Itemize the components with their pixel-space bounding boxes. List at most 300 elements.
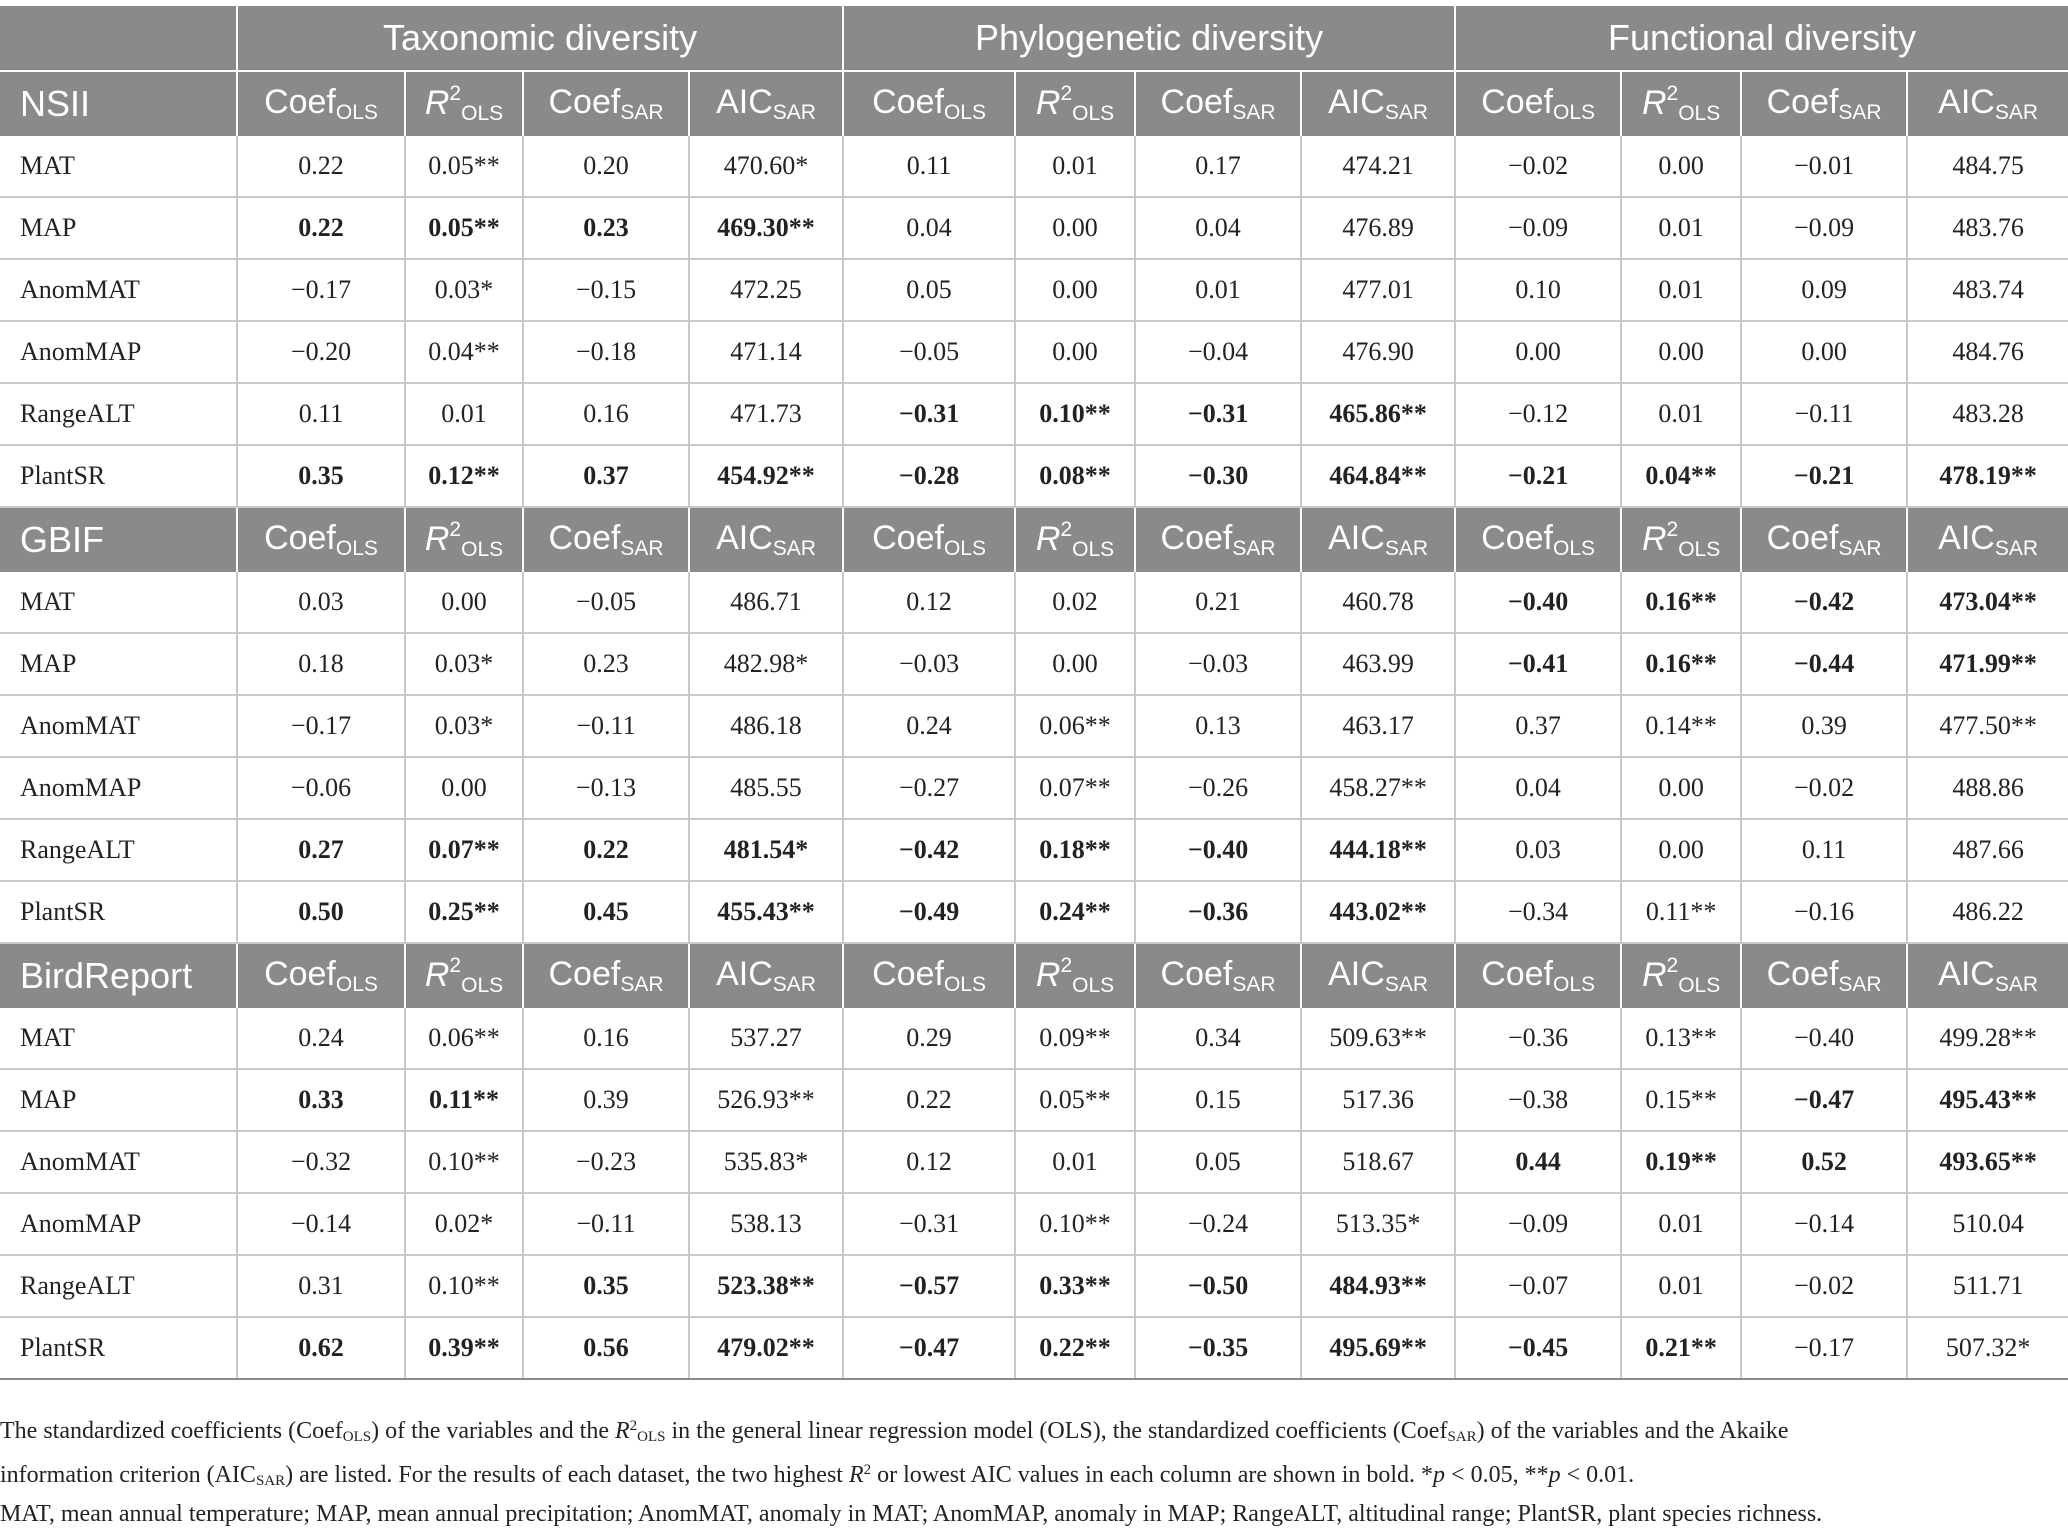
table-cell: 523.38** bbox=[689, 1255, 843, 1317]
table-cell: 0.37 bbox=[1455, 695, 1621, 757]
table-cell: 469.30** bbox=[689, 197, 843, 259]
table-cell: 455.43** bbox=[689, 881, 843, 943]
table-cell: 0.17 bbox=[1135, 136, 1301, 197]
table-cell: 0.16** bbox=[1621, 633, 1741, 695]
table-cell: −0.02 bbox=[1741, 757, 1907, 819]
table-cell: 473.04** bbox=[1907, 572, 2068, 633]
table-row bbox=[0, 819, 2068, 881]
table-cell: 0.29 bbox=[843, 1008, 1015, 1069]
table-cell: 0.05** bbox=[405, 197, 523, 259]
table-cell: 0.12 bbox=[843, 1131, 1015, 1193]
table-cell: 0.01 bbox=[1621, 197, 1741, 259]
column-header-r-ols: $R^2_{OLS}$ bbox=[1621, 507, 1741, 572]
table-cell: 481.54* bbox=[689, 819, 843, 881]
table-cell: 458.27** bbox=[1301, 757, 1455, 819]
column-header-coef-sar: Coef$_{SAR}$ bbox=[523, 507, 689, 572]
row-label: AnomMAP bbox=[0, 757, 237, 819]
table-cell: −0.11 bbox=[523, 1193, 689, 1255]
table-cell: 513.35* bbox=[1301, 1193, 1455, 1255]
table-cell: −0.17 bbox=[1741, 1317, 1907, 1379]
table-row bbox=[0, 445, 2068, 507]
table-cell: 0.06** bbox=[1015, 695, 1135, 757]
table-cell: −0.14 bbox=[1741, 1193, 1907, 1255]
table-cell: 507.32* bbox=[1907, 1317, 2068, 1379]
table-cell: 0.00 bbox=[1015, 259, 1135, 321]
column-header-aic-sar: $AIC_{SAR}$ bbox=[689, 507, 843, 572]
table-cell: 0.00 bbox=[1015, 321, 1135, 383]
table-cell: −0.40 bbox=[1135, 819, 1301, 881]
column-header-r-ols: $R^2_{OLS}$ bbox=[1621, 943, 1741, 1008]
table-cell: 0.00 bbox=[1621, 757, 1741, 819]
table-cell: −0.09 bbox=[1455, 1193, 1621, 1255]
row-label: PlantSR bbox=[0, 1317, 237, 1379]
group-taxonomic: Taxonomic diversity bbox=[237, 6, 843, 71]
column-header-aic-sar: $AIC_{SAR}$ bbox=[1301, 507, 1455, 572]
table-cell: −0.09 bbox=[1741, 197, 1907, 259]
table-cell: −0.03 bbox=[843, 633, 1015, 695]
table-cell: 0.24 bbox=[237, 1008, 405, 1069]
table-cell: 0.19** bbox=[1621, 1131, 1741, 1193]
table-cell: 538.13 bbox=[689, 1193, 843, 1255]
table-cell: 0.27 bbox=[237, 819, 405, 881]
table-cell: 0.12** bbox=[405, 445, 523, 507]
table-cell: −0.42 bbox=[843, 819, 1015, 881]
table-cell: 0.13** bbox=[1621, 1008, 1741, 1069]
table-cell: 486.18 bbox=[689, 695, 843, 757]
table-cell: 0.24 bbox=[843, 695, 1015, 757]
row-label: AnomMAP bbox=[0, 321, 237, 383]
table-cell: 0.07** bbox=[1015, 757, 1135, 819]
table-cell: 0.50 bbox=[237, 881, 405, 943]
table-cell: 471.73 bbox=[689, 383, 843, 445]
table-cell: −0.06 bbox=[237, 757, 405, 819]
table-cell: 0.22** bbox=[1015, 1317, 1135, 1379]
table-row bbox=[0, 136, 2068, 197]
table-row bbox=[0, 633, 2068, 695]
table-cell: 0.25** bbox=[405, 881, 523, 943]
table-cell: 0.01 bbox=[1015, 136, 1135, 197]
table-cell: 535.83* bbox=[689, 1131, 843, 1193]
table-cell: 0.04** bbox=[405, 321, 523, 383]
table-cell: 444.18** bbox=[1301, 819, 1455, 881]
table-cell: 0.09** bbox=[1015, 1008, 1135, 1069]
table-body bbox=[0, 71, 2068, 1379]
column-header-aic-sar: $AIC_{SAR}$ bbox=[1907, 507, 2068, 572]
row-label: PlantSR bbox=[0, 881, 237, 943]
table-cell: −0.30 bbox=[1135, 445, 1301, 507]
table-cell: 0.00 bbox=[405, 757, 523, 819]
table-cell: 0.10** bbox=[1015, 383, 1135, 445]
table-cell: 479.02** bbox=[689, 1317, 843, 1379]
table-cell: 486.22 bbox=[1907, 881, 2068, 943]
column-header-coef-sar: Coef$_{SAR}$ bbox=[1741, 507, 1907, 572]
table-cell: 0.01 bbox=[1621, 259, 1741, 321]
table-cell: 487.66 bbox=[1907, 819, 2068, 881]
row-label: AnomMAP bbox=[0, 1193, 237, 1255]
row-label: AnomMAT bbox=[0, 259, 237, 321]
column-header-coef-sar: Coef$_{SAR}$ bbox=[1135, 71, 1301, 136]
table-cell: 488.86 bbox=[1907, 757, 2068, 819]
table-cell: 476.89 bbox=[1301, 197, 1455, 259]
column-header-coef-sar: Coef$_{SAR}$ bbox=[1135, 943, 1301, 1008]
table-cell: 0.01 bbox=[1621, 1255, 1741, 1317]
table-cell: 0.16** bbox=[1621, 572, 1741, 633]
table-footnote bbox=[0, 1410, 2068, 1531]
table-cell: 0.00 bbox=[1621, 136, 1741, 197]
results-table bbox=[0, 6, 2068, 1380]
table-cell: −0.57 bbox=[843, 1255, 1015, 1317]
table-cell: −0.31 bbox=[1135, 383, 1301, 445]
column-header-coef-sar: Coef$_{SAR}$ bbox=[523, 943, 689, 1008]
column-header-aic-sar: $AIC_{SAR}$ bbox=[1907, 943, 2068, 1008]
column-header-aic-sar: $AIC_{SAR}$ bbox=[1301, 943, 1455, 1008]
table-cell: 483.74 bbox=[1907, 259, 2068, 321]
row-label: MAP bbox=[0, 197, 237, 259]
table-cell: −0.15 bbox=[523, 259, 689, 321]
table-cell: 0.00 bbox=[405, 572, 523, 633]
table-cell: 472.25 bbox=[689, 259, 843, 321]
table-cell: 0.24** bbox=[1015, 881, 1135, 943]
table-cell: 0.01 bbox=[1621, 1193, 1741, 1255]
section-header-row bbox=[0, 507, 2068, 572]
table-cell: −0.16 bbox=[1741, 881, 1907, 943]
table-cell: 0.52 bbox=[1741, 1131, 1907, 1193]
table-cell: 0.21** bbox=[1621, 1317, 1741, 1379]
table-cell: −0.11 bbox=[523, 695, 689, 757]
row-label: RangeALT bbox=[0, 383, 237, 445]
table-cell: 0.14** bbox=[1621, 695, 1741, 757]
table-cell: 476.90 bbox=[1301, 321, 1455, 383]
table-row bbox=[0, 572, 2068, 633]
table-cell: 0.11 bbox=[237, 383, 405, 445]
table-cell: 482.98* bbox=[689, 633, 843, 695]
row-label: MAT bbox=[0, 1008, 237, 1069]
row-label: PlantSR bbox=[0, 445, 237, 507]
table-cell: 470.60* bbox=[689, 136, 843, 197]
column-header-r-ols: $R^2_{OLS}$ bbox=[1015, 71, 1135, 136]
table-cell: −0.26 bbox=[1135, 757, 1301, 819]
column-header-coef-ols: Coef$_{OLS}$ bbox=[237, 943, 405, 1008]
column-header-coef-ols: Coef$_{OLS}$ bbox=[1455, 507, 1621, 572]
table-cell: 0.00 bbox=[1741, 321, 1907, 383]
table-cell: 0.39 bbox=[523, 1069, 689, 1131]
table-cell: −0.02 bbox=[1455, 136, 1621, 197]
table-cell: 0.05** bbox=[405, 136, 523, 197]
table-cell: 0.05 bbox=[843, 259, 1015, 321]
table-cell: −0.34 bbox=[1455, 881, 1621, 943]
table-cell: −0.21 bbox=[1455, 445, 1621, 507]
column-header-coef-sar: Coef$_{SAR}$ bbox=[523, 71, 689, 136]
table-cell: 0.05** bbox=[1015, 1069, 1135, 1131]
row-label: AnomMAT bbox=[0, 1131, 237, 1193]
column-header-coef-ols: Coef$_{OLS}$ bbox=[843, 507, 1015, 572]
table-row bbox=[0, 259, 2068, 321]
table-cell: 511.71 bbox=[1907, 1255, 2068, 1317]
table-cell: 0.03* bbox=[405, 695, 523, 757]
table-cell: 537.27 bbox=[689, 1008, 843, 1069]
table-cell: 0.03 bbox=[237, 572, 405, 633]
table-cell: 0.23 bbox=[523, 197, 689, 259]
table-cell: −0.23 bbox=[523, 1131, 689, 1193]
table-cell: 0.10** bbox=[1015, 1193, 1135, 1255]
group-header-row bbox=[0, 6, 2068, 71]
table-cell: 486.71 bbox=[689, 572, 843, 633]
group-functional: Functional diversity bbox=[1455, 6, 2068, 71]
column-header-r-ols: $R^2_{OLS}$ bbox=[405, 507, 523, 572]
table-cell: 0.21 bbox=[1135, 572, 1301, 633]
table-cell: 0.33 bbox=[237, 1069, 405, 1131]
table-cell: −0.05 bbox=[523, 572, 689, 633]
table-cell: 510.04 bbox=[1907, 1193, 2068, 1255]
table-cell: −0.35 bbox=[1135, 1317, 1301, 1379]
row-label: MAP bbox=[0, 633, 237, 695]
table-cell: 471.99** bbox=[1907, 633, 2068, 695]
table-cell: 0.44 bbox=[1455, 1131, 1621, 1193]
table-cell: −0.03 bbox=[1135, 633, 1301, 695]
table-cell: −0.36 bbox=[1455, 1008, 1621, 1069]
table-cell: 0.02* bbox=[405, 1193, 523, 1255]
table-cell: −0.31 bbox=[843, 1193, 1015, 1255]
table-cell: 483.28 bbox=[1907, 383, 2068, 445]
table-row bbox=[0, 1255, 2068, 1317]
column-header-aic-sar: $AIC_{SAR}$ bbox=[1907, 71, 2068, 136]
table-cell: −0.47 bbox=[843, 1317, 1015, 1379]
table-cell: −0.20 bbox=[237, 321, 405, 383]
column-header-coef-ols: Coef$_{OLS}$ bbox=[1455, 943, 1621, 1008]
table-cell: −0.21 bbox=[1741, 445, 1907, 507]
table-cell: −0.27 bbox=[843, 757, 1015, 819]
column-header-r-ols: $R^2_{OLS}$ bbox=[405, 71, 523, 136]
table-cell: 0.56 bbox=[523, 1317, 689, 1379]
table-cell: −0.40 bbox=[1455, 572, 1621, 633]
table-cell: 0.01 bbox=[1135, 259, 1301, 321]
table-cell: −0.47 bbox=[1741, 1069, 1907, 1131]
table-cell: 484.75 bbox=[1907, 136, 2068, 197]
table-row bbox=[0, 1131, 2068, 1193]
table-cell: 483.76 bbox=[1907, 197, 2068, 259]
table-cell: −0.02 bbox=[1741, 1255, 1907, 1317]
table-cell: 477.50** bbox=[1907, 695, 2068, 757]
table-cell: 0.33** bbox=[1015, 1255, 1135, 1317]
column-header-r-ols: $R^2_{OLS}$ bbox=[405, 943, 523, 1008]
column-header-coef-ols: Coef$_{OLS}$ bbox=[843, 71, 1015, 136]
table-cell: 0.16 bbox=[523, 383, 689, 445]
table-cell: 0.11 bbox=[843, 136, 1015, 197]
table-cell: 0.05 bbox=[1135, 1131, 1301, 1193]
table-cell: 0.04 bbox=[1135, 197, 1301, 259]
table-cell: 0.15** bbox=[1621, 1069, 1741, 1131]
table-cell: −0.45 bbox=[1455, 1317, 1621, 1379]
group-phylogenetic: Phylogenetic diversity bbox=[843, 6, 1455, 71]
column-header-coef-sar: Coef$_{SAR}$ bbox=[1135, 507, 1301, 572]
table-row bbox=[0, 197, 2068, 259]
column-header-r-ols: $R^2_{OLS}$ bbox=[1621, 71, 1741, 136]
table-cell: 0.15 bbox=[1135, 1069, 1301, 1131]
table-cell: −0.40 bbox=[1741, 1008, 1907, 1069]
table-cell: 0.31 bbox=[237, 1255, 405, 1317]
table-cell: 0.04** bbox=[1621, 445, 1741, 507]
table-cell: 0.35 bbox=[523, 1255, 689, 1317]
table-row bbox=[0, 1069, 2068, 1131]
table-cell: 518.67 bbox=[1301, 1131, 1455, 1193]
table-cell: 478.19** bbox=[1907, 445, 2068, 507]
table-cell: −0.38 bbox=[1455, 1069, 1621, 1131]
table-cell: 493.65** bbox=[1907, 1131, 2068, 1193]
table-cell: −0.01 bbox=[1741, 136, 1907, 197]
table-cell: 0.22 bbox=[237, 197, 405, 259]
column-header-coef-ols: Coef$_{OLS}$ bbox=[237, 507, 405, 572]
table-cell: −0.14 bbox=[237, 1193, 405, 1255]
table-cell: −0.32 bbox=[237, 1131, 405, 1193]
table-cell: 0.00 bbox=[1455, 321, 1621, 383]
table-cell: 0.16 bbox=[523, 1008, 689, 1069]
table-row bbox=[0, 1317, 2068, 1379]
table-cell: −0.11 bbox=[1741, 383, 1907, 445]
table-cell: 0.10** bbox=[405, 1131, 523, 1193]
table-cell: −0.05 bbox=[843, 321, 1015, 383]
table-cell: −0.50 bbox=[1135, 1255, 1301, 1317]
table-cell: 517.36 bbox=[1301, 1069, 1455, 1131]
table-cell: 0.00 bbox=[1621, 321, 1741, 383]
table-cell: −0.13 bbox=[523, 757, 689, 819]
table-cell: 0.20 bbox=[523, 136, 689, 197]
table-cell: 443.02** bbox=[1301, 881, 1455, 943]
table-cell: −0.28 bbox=[843, 445, 1015, 507]
table-cell: 0.02 bbox=[1015, 572, 1135, 633]
table-cell: −0.17 bbox=[237, 695, 405, 757]
table-cell: 0.35 bbox=[237, 445, 405, 507]
table-cell: 0.39 bbox=[1741, 695, 1907, 757]
table-cell: 0.37 bbox=[523, 445, 689, 507]
column-header-coef-sar: Coef$_{SAR}$ bbox=[1741, 943, 1907, 1008]
table-cell: 0.10 bbox=[1455, 259, 1621, 321]
table-cell: 0.45 bbox=[523, 881, 689, 943]
table-cell: 0.00 bbox=[1621, 819, 1741, 881]
table-cell: 0.13 bbox=[1135, 695, 1301, 757]
table-cell: 0.11 bbox=[1741, 819, 1907, 881]
table-row bbox=[0, 757, 2068, 819]
table-cell: 0.18** bbox=[1015, 819, 1135, 881]
table-cell: 0.39** bbox=[405, 1317, 523, 1379]
column-header-coef-ols: Coef$_{OLS}$ bbox=[843, 943, 1015, 1008]
table-cell: 0.22 bbox=[523, 819, 689, 881]
table-cell: 0.01 bbox=[405, 383, 523, 445]
table-cell: 0.34 bbox=[1135, 1008, 1301, 1069]
table-cell: 463.99 bbox=[1301, 633, 1455, 695]
table-cell: 0.11** bbox=[405, 1069, 523, 1131]
table-cell: 0.08** bbox=[1015, 445, 1135, 507]
table-cell: 484.76 bbox=[1907, 321, 2068, 383]
section-header-row bbox=[0, 943, 2068, 1008]
footnote-abbreviations: MAT, mean annual temperature; MAP, mean annual precipitation; AnomMAT, anomaly in MAT; AnomMAP, anomaly in MAP; RangeALT, altitudinal range; PlantSR, plant species richness. bbox=[0, 1501, 1823, 1527]
table-cell: 509.63** bbox=[1301, 1008, 1455, 1069]
table-cell: 0.22 bbox=[843, 1069, 1015, 1131]
table-cell: 474.21 bbox=[1301, 136, 1455, 197]
row-label: MAP bbox=[0, 1069, 237, 1131]
table-row bbox=[0, 695, 2068, 757]
table-cell: 0.06** bbox=[405, 1008, 523, 1069]
corner-cell bbox=[0, 6, 237, 71]
section-name: BirdReport bbox=[0, 943, 237, 1008]
column-header-coef-ols: Coef$_{OLS}$ bbox=[237, 71, 405, 136]
table-cell: 471.14 bbox=[689, 321, 843, 383]
table-cell: 495.69** bbox=[1301, 1317, 1455, 1379]
footnote-definitions: The standardized coefficients (Coef$_{OLS}$) of the variables and the $R^2_{OLS}$ in the general linear regression model (OLS), the standardized coefficients (Coef$_{SAR}$) of the variables and the Akaike information criterion $(AIC_{SAR})$ are listed. For the results of each dataset, the two highest $R^2$ or lowest AIC values in each column are shown in bold. *p < 0.05, **p < 0.01. bbox=[0, 1418, 1789, 1489]
table-cell: 0.12 bbox=[843, 572, 1015, 633]
table-cell: 0.03 bbox=[1455, 819, 1621, 881]
table-row bbox=[0, 383, 2068, 445]
table-cell: 495.43** bbox=[1907, 1069, 2068, 1131]
column-header-coef-ols: Coef$_{OLS}$ bbox=[1455, 71, 1621, 136]
table-cell: −0.44 bbox=[1741, 633, 1907, 695]
table-cell: 0.11** bbox=[1621, 881, 1741, 943]
row-label: AnomMAT bbox=[0, 695, 237, 757]
table-cell: 526.93** bbox=[689, 1069, 843, 1131]
table-cell: −0.18 bbox=[523, 321, 689, 383]
column-header-aic-sar: $AIC_{SAR}$ bbox=[1301, 71, 1455, 136]
table-cell: 477.01 bbox=[1301, 259, 1455, 321]
table-cell: −0.12 bbox=[1455, 383, 1621, 445]
table-row bbox=[0, 1008, 2068, 1069]
table-cell: 0.07** bbox=[405, 819, 523, 881]
table-cell: 454.92** bbox=[689, 445, 843, 507]
table-cell: −0.49 bbox=[843, 881, 1015, 943]
row-label: MAT bbox=[0, 136, 237, 197]
table-cell: −0.31 bbox=[843, 383, 1015, 445]
section-header-row bbox=[0, 71, 2068, 136]
row-label: RangeALT bbox=[0, 1255, 237, 1317]
table-cell: −0.09 bbox=[1455, 197, 1621, 259]
table-cell: −0.07 bbox=[1455, 1255, 1621, 1317]
table-cell: −0.36 bbox=[1135, 881, 1301, 943]
table-row bbox=[0, 321, 2068, 383]
table-cell: 465.86** bbox=[1301, 383, 1455, 445]
table-cell: 0.62 bbox=[237, 1317, 405, 1379]
table-cell: 0.04 bbox=[843, 197, 1015, 259]
table-row bbox=[0, 881, 2068, 943]
table-cell: 0.04 bbox=[1455, 757, 1621, 819]
table-cell: 0.01 bbox=[1621, 383, 1741, 445]
table-cell: 0.18 bbox=[237, 633, 405, 695]
section-name: NSII bbox=[0, 71, 237, 136]
column-header-r-ols: $R^2_{OLS}$ bbox=[1015, 943, 1135, 1008]
table-cell: 0.23 bbox=[523, 633, 689, 695]
column-header-aic-sar: $AIC_{SAR}$ bbox=[689, 943, 843, 1008]
table-cell: −0.24 bbox=[1135, 1193, 1301, 1255]
table-cell: 463.17 bbox=[1301, 695, 1455, 757]
table-cell: −0.42 bbox=[1741, 572, 1907, 633]
column-header-aic-sar: $AIC_{SAR}$ bbox=[689, 71, 843, 136]
table-cell: 485.55 bbox=[689, 757, 843, 819]
column-header-coef-sar: Coef$_{SAR}$ bbox=[1741, 71, 1907, 136]
table-row bbox=[0, 1193, 2068, 1255]
table-cell: 0.03* bbox=[405, 633, 523, 695]
table-cell: 0.01 bbox=[1015, 1131, 1135, 1193]
table-cell: 460.78 bbox=[1301, 572, 1455, 633]
column-header-r-ols: $R^2_{OLS}$ bbox=[1015, 507, 1135, 572]
table-cell: 0.00 bbox=[1015, 633, 1135, 695]
table-cell: 464.84** bbox=[1301, 445, 1455, 507]
table-cell: 484.93** bbox=[1301, 1255, 1455, 1317]
section-name: GBIF bbox=[0, 507, 237, 572]
table-cell: 0.00 bbox=[1015, 197, 1135, 259]
table-cell: 0.09 bbox=[1741, 259, 1907, 321]
table-cell: −0.04 bbox=[1135, 321, 1301, 383]
table-cell: −0.41 bbox=[1455, 633, 1621, 695]
table-cell: 0.03* bbox=[405, 259, 523, 321]
table-cell: 0.10** bbox=[405, 1255, 523, 1317]
table-cell: −0.17 bbox=[237, 259, 405, 321]
